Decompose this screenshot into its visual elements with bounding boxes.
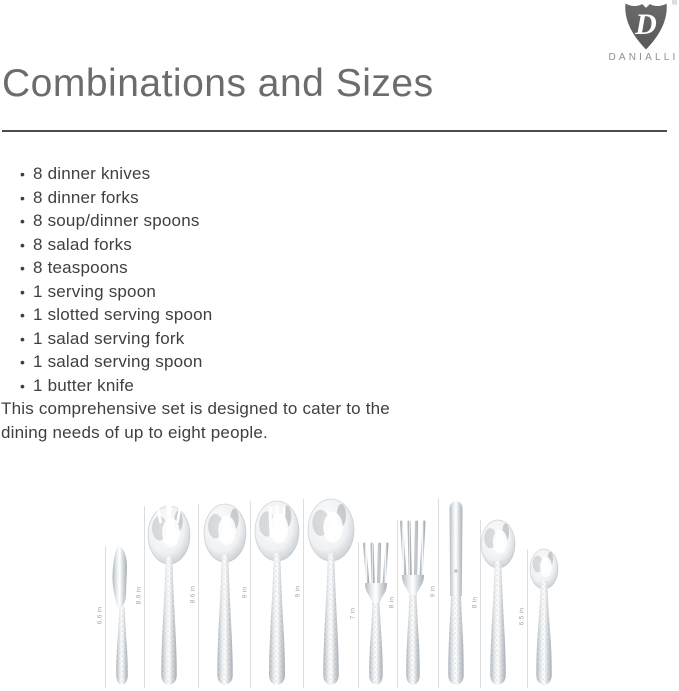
size-label: 8 in: [471, 596, 479, 608]
list-item-text: 8 dinner forks: [33, 187, 139, 207]
size-label: 9 in: [429, 585, 437, 597]
bullet-icon: •: [20, 377, 26, 394]
size-label: 6.6 in: [96, 606, 104, 624]
list-item: [20, 209, 212, 233]
list-item: [20, 303, 212, 327]
brand-wordmark: DANIALLI: [608, 52, 679, 63]
list-item-text: 1 salad serving spoon: [33, 352, 203, 371]
brand-logo: [600, 0, 679, 70]
bullet-icon: •: [20, 236, 26, 253]
divider-line: [2, 130, 667, 132]
registered-trademark: ®: [672, 0, 678, 7]
list-item: [20, 233, 212, 257]
size-chart: [0, 486, 679, 691]
set-contents-list: [20, 162, 212, 397]
list-item-text: 1 butter knife: [33, 375, 135, 395]
brand-monogram: D: [635, 8, 657, 41]
bullet-icon: •: [20, 330, 26, 347]
size-label: 8.6 in: [135, 586, 143, 604]
bullet-icon: •: [20, 166, 26, 182]
list-item: [20, 374, 212, 398]
page-title: Combinations and Sizes: [2, 62, 434, 105]
size-label: 7 in: [349, 607, 357, 619]
size-label: 9 in: [294, 585, 302, 598]
bullet-icon: •: [20, 213, 26, 229]
bullet-icon: •: [20, 260, 26, 276]
size-label: 8 in: [388, 596, 396, 608]
bullet-icon: •: [20, 354, 26, 370]
list-item: [20, 350, 212, 374]
salad-serving-fork-image: [137, 505, 201, 691]
size-label: 9 in: [241, 586, 249, 599]
list-item-text: 8 teaspoons: [33, 258, 128, 277]
list-item-text: 8 soup/dinner spoons: [33, 211, 200, 230]
size-label: 8.6 in: [189, 585, 197, 603]
list-item: [20, 280, 212, 304]
list-item: [20, 162, 212, 186]
list-item-text: 1 slotted serving spoon: [33, 305, 213, 324]
list-item: [20, 186, 212, 210]
description-text: This comprehensive set is designed to cater to the dining needs of up to eight people.: [1, 399, 390, 442]
list-item-text: 8 dinner knives: [33, 164, 151, 183]
bullet-icon: •: [20, 307, 26, 323]
list-item-text: 8 salad forks: [33, 234, 132, 254]
teaspoon-image: [512, 548, 576, 691]
list-item-text: 1 serving spoon: [33, 281, 157, 301]
size-label: 6.5 in: [518, 607, 526, 626]
bullet-icon: •: [20, 283, 26, 300]
bullet-icon: •: [20, 189, 26, 206]
list-item: [20, 327, 212, 351]
list-item: [20, 256, 212, 280]
list-item-text: 1 salad serving fork: [33, 328, 185, 348]
